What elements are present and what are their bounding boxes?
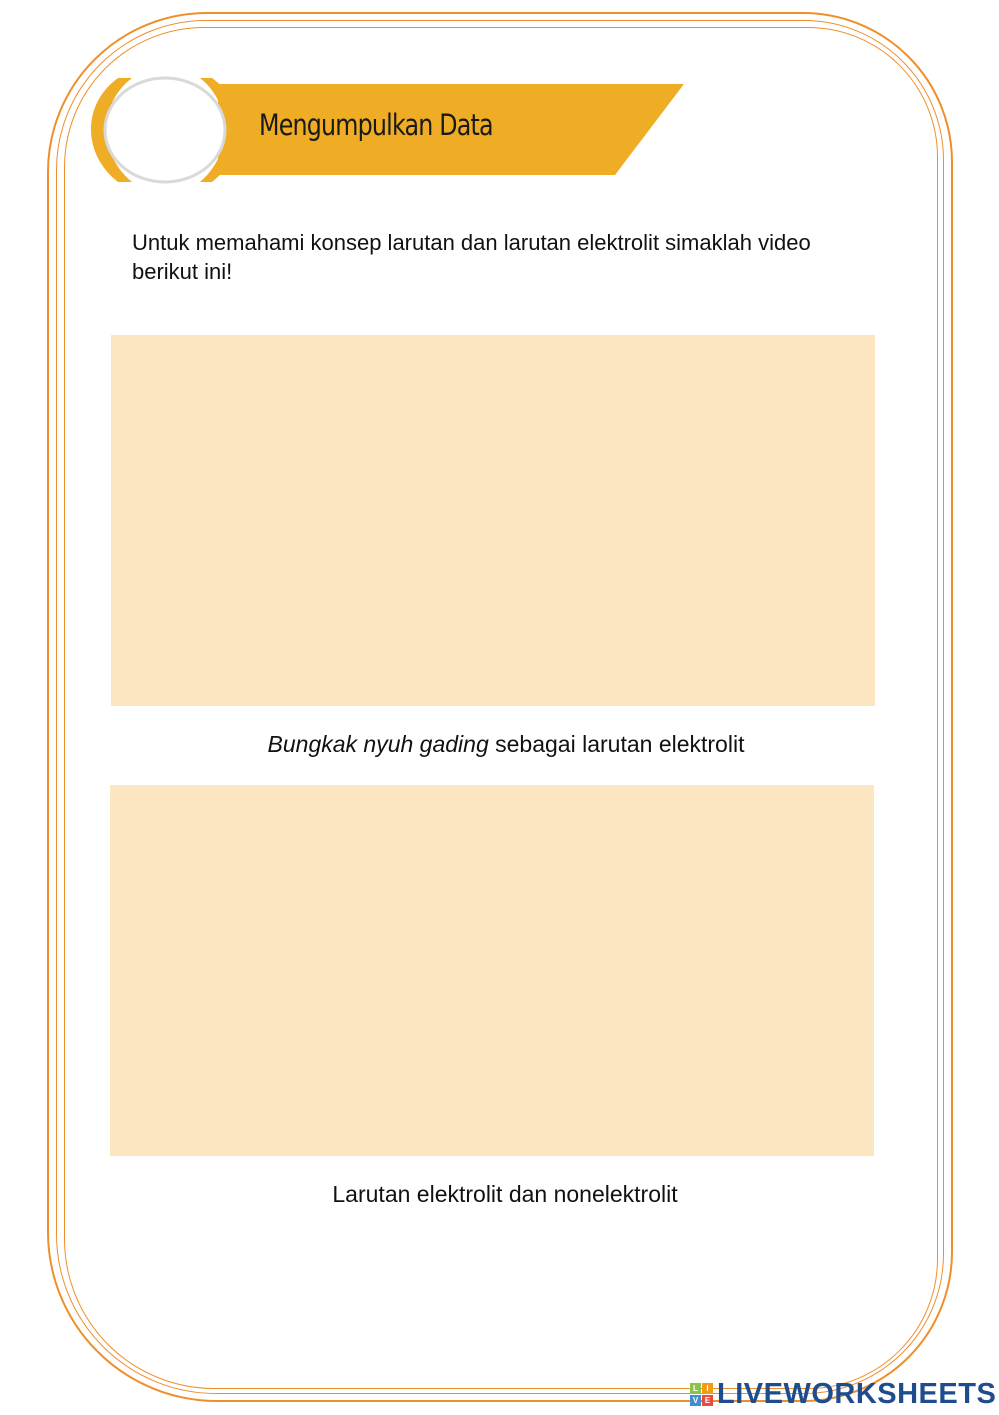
liveworksheets-logo-icon [690,1383,713,1406]
video-placeholder-2[interactable] [110,785,874,1156]
video-caption-1 [111,731,901,758]
video-caption-1-rest: sebagai larutan elektrolit [488,731,745,757]
logo-letter-v: V [690,1395,701,1406]
intro-text: Untuk memahami konsep larutan dan larutan elektrolit simaklah video berikut ini! [132,230,811,284]
logo-letter-i: I [702,1383,713,1394]
logo-letter-e: E [702,1395,713,1406]
video-caption-2: Larutan elektrolit dan nonelektrolit [332,1181,678,1207]
banner-circle [105,78,225,182]
video-placeholder-1[interactable] [111,335,875,706]
logo-letter-l: L [690,1383,701,1394]
section-title: Mengumpulkan Data [259,108,493,142]
liveworksheets-brand: LIVEWORKSHEETS [717,1378,997,1410]
video-caption-1-italic: Bungkak nyuh gading [267,731,489,757]
liveworksheets-logo [690,1378,996,1411]
